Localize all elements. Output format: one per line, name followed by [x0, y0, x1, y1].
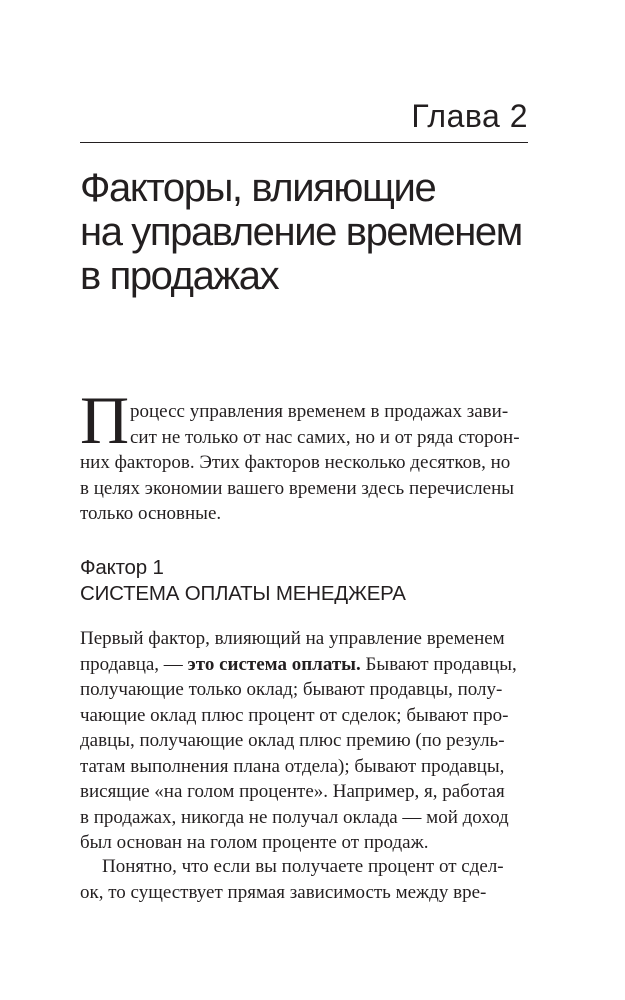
section-heading: [80, 555, 528, 607]
text-line: ок, то существует прямая зависимость между вре-: [80, 881, 487, 903]
section-title: СИСТЕМА ОПЛАТЫ МЕНЕДЖЕРА: [80, 582, 406, 605]
text-line: был основан на голом проценте от продаж.: [80, 832, 429, 853]
chapter-divider: [80, 142, 528, 143]
drop-cap: П: [80, 382, 130, 458]
chapter-title-line: в продажах: [80, 254, 279, 298]
text-line: татам выполнения плана отдела); бывают продавцы,: [80, 755, 505, 777]
text-line: [80, 652, 528, 678]
text-line: в продажах, никогда не получал оклада — мой доход: [80, 806, 509, 828]
chapter-label: Глава 2: [411, 98, 528, 134]
intro-line: только основные.: [80, 503, 222, 524]
intro-line: сит не только от нас самих, но и от ряда сторон-: [130, 426, 520, 448]
text-line: получающие только оклад; бывают продавцы, полу-: [80, 679, 503, 700]
text-run: Бывают продавцы,: [360, 653, 517, 675]
book-page: [80, 0, 528, 1000]
body-paragraph: [80, 854, 528, 905]
text-run: продавца, —: [80, 653, 188, 675]
chapter-title-line: на управление временем: [80, 210, 522, 254]
emphasis-text: это система оплаты.: [187, 653, 361, 675]
intro-line: в целях экономии вашего времени здесь перечислены: [80, 477, 515, 499]
chapter-title: [80, 166, 528, 298]
section-number: Фактор 1: [80, 556, 164, 579]
intro-line: роцесс управления временем в продажах зави-: [130, 401, 509, 422]
text-line: Первый фактор, влияющий на управление временем: [80, 628, 505, 649]
intro-paragraph: [80, 399, 528, 527]
body-paragraph: [80, 626, 528, 856]
text-line: висящие «на голом проценте». Например, я, работая: [80, 781, 505, 802]
intro-line: них факторов. Этих факторов несколько десятков, но: [80, 452, 511, 473]
text-line: чающие оклад плюс процент от сделок; бывают про-: [80, 704, 509, 726]
text-line: давцы, получающие оклад плюс премию (по резуль-: [80, 730, 505, 751]
chapter-title-line: Факторы, влияющие: [80, 166, 436, 210]
text-line: Понятно, что если вы получаете процент от сдел-: [102, 856, 504, 877]
